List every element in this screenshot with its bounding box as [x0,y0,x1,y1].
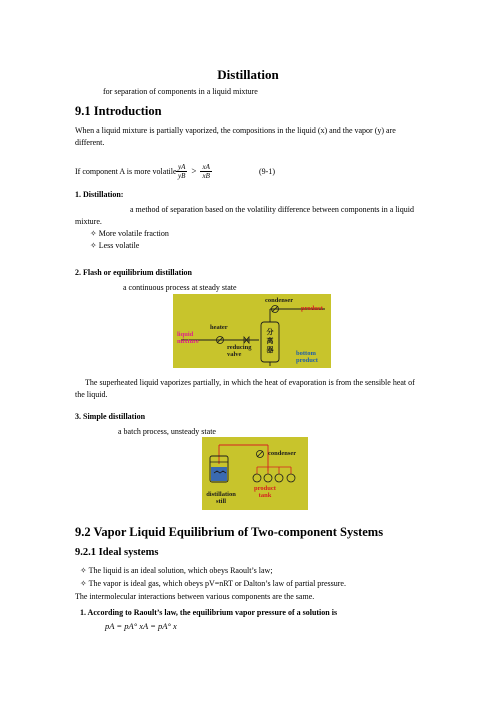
volatility-equation [176,158,212,184]
page-subtitle: for separation of components in a liquid mixture [103,87,258,96]
simple-distillation-diagram [202,437,308,510]
flash-distillation-diagram [173,294,331,368]
bullet-item-1 [90,228,169,240]
numerator-ya: yA [178,162,186,171]
numerator-xa: xA [202,162,210,171]
bullet-text: Less volatile [98,241,140,250]
diamond-bullet-icon: ✧ [90,241,97,250]
fraction-y [176,163,187,180]
section-heading-9-1: 9.1 Introduction [75,104,162,118]
ideal-bullet-2 [80,578,346,590]
heater-label: heater [210,324,228,331]
distillation-definition: a method of separation based on the volatility difference between components in a liquid mixture. [75,205,414,226]
bullet-text: More volatile fraction [98,229,169,238]
denominator-yb: yB [178,171,186,180]
simple-heading: 3. Simple distillation [75,412,146,421]
greater-than-sign: > [191,166,197,176]
simple-description: a batch process, unsteady state [118,427,216,436]
raoult-law-statement: 1. According to Raoult’s law, the equilibrium vapor pressure of a solution is [80,608,338,617]
condenser-label: condenser [265,297,294,304]
bullet-item-2 [90,240,139,252]
diamond-bullet-icon: ✧ [90,229,97,238]
volatility-condition-text: If component A is more volatile [75,167,177,176]
fraction-x [200,163,211,180]
bullet-text: The vapor is ideal gas, which obeys pV=nRT or Dalton’s law of partial pressure. [88,579,346,588]
flash-description: a continuous process at steady state [123,283,237,292]
condenser-label: condenser [268,450,297,457]
reducing-valve-label: reducing valve [227,344,252,358]
product-tank-label: product tank [254,485,276,499]
page-title: Distillation [217,67,279,82]
distillation-still-label: distillation still [206,491,236,505]
ideal-bullet-1 [80,565,273,577]
bottom-product-label: bottom product [296,350,318,364]
flash-heading: 2. Flash or equilibrium distillation [75,268,192,277]
top-product-label: product [301,305,323,312]
intro-paragraph: When a liquid mixture is partially vaporized, the compositions in the liquid (x) and the vapor (y) are different. [75,126,396,147]
separator-label: 分离器 [266,328,274,354]
denominator-xb: xB [202,171,210,180]
diamond-bullet-icon: ✧ [80,566,87,575]
flash-paragraph: The superheated liquid vaporizes partially, in which the heat of evaporation is from the sensible heat of the liquid. [75,378,415,399]
liquid-mixture-label: liquid mixture [177,331,199,345]
raoult-formula: pA = pA° xA = pA° x [105,621,177,631]
diamond-bullet-icon: ✧ [80,579,87,588]
equation-number: (9-1) [259,167,275,176]
bullet-text: The liquid is an ideal solution, which obeys Raoult’s law; [88,566,273,575]
section-heading-9-2: 9.2 Vapor Liquid Equilibrium of Two-component Systems [75,525,384,539]
intermolecular-paragraph: The intermolecular interactions between various components are the same. [75,592,315,601]
distillation-heading: 1. Distillation: [75,190,124,199]
subsection-heading-9-2-1: 9.2.1 Ideal systems [75,547,159,558]
